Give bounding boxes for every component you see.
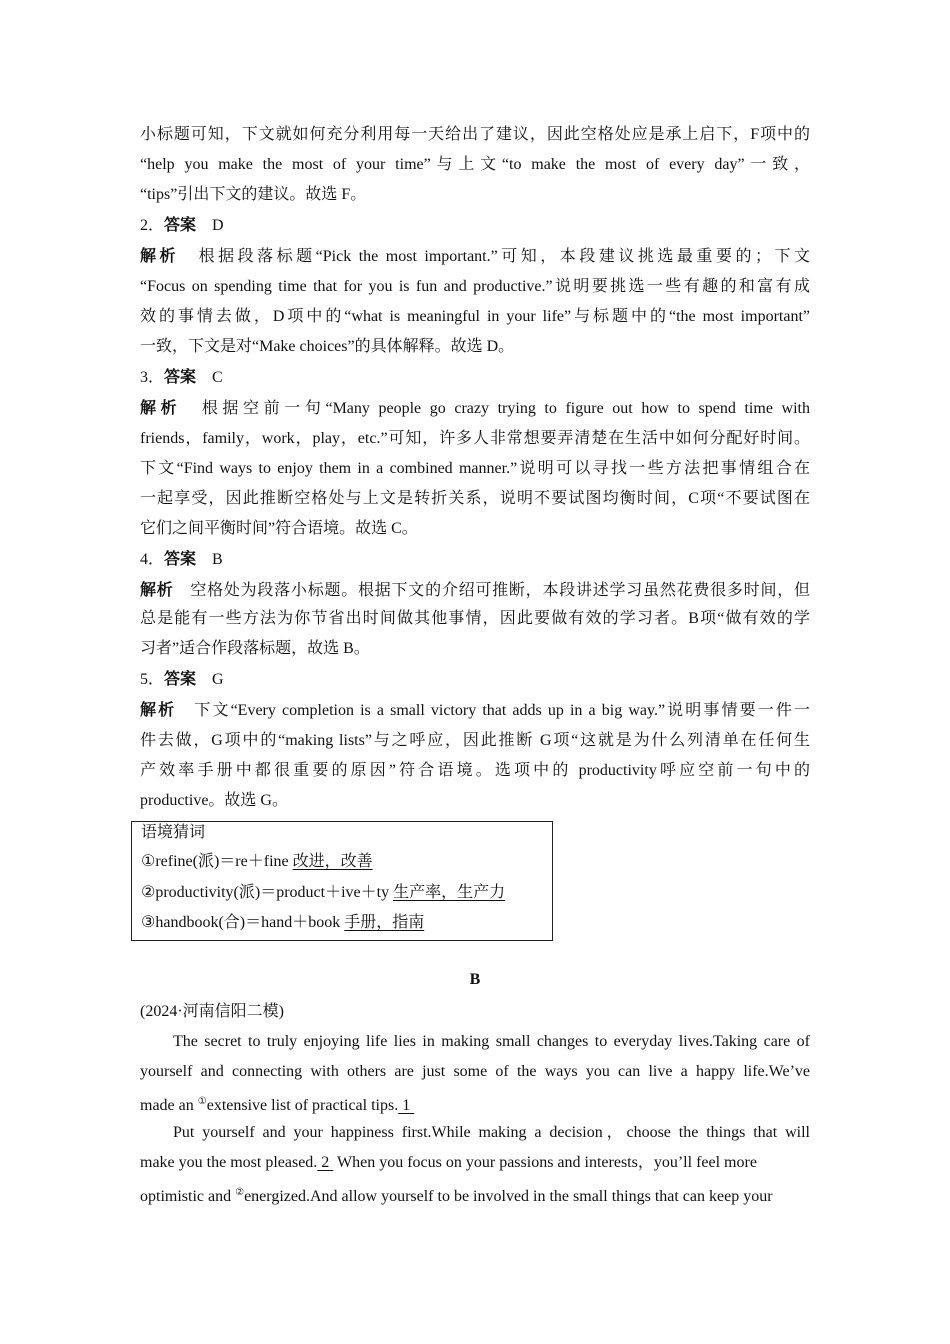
answer-label: 答案 <box>164 217 197 234</box>
vocab-formula: ②productivity(派)＝product＋ive＋ty <box>141 884 394 901</box>
vocab-formula: ①refine(派)＝re＋fine <box>141 853 293 870</box>
vocab-formula: ③handbook(合)＝hand＋book <box>141 914 345 931</box>
answer-label: 答案 <box>164 671 197 688</box>
analysis-line: “Focus on spending time that for you is fun and productive.”说明要挑选一些有趣的和富有成 <box>140 278 810 295</box>
footnote-mark: ② <box>235 1187 245 1198</box>
analysis-line: 一致，下文是对“Make choices”的具体解释。故选 D。 <box>140 338 515 355</box>
analysis-line: 产效率手册中都很重要的原因”符合语境。选项中的 productivity呼应空前一句中的 <box>140 762 810 779</box>
vocab-title: 语境猜词 <box>141 824 206 841</box>
passage-line <box>140 1152 810 1174</box>
vocab-meaning: 手册，指南 <box>344 914 425 931</box>
analysis-line: 件去做，G项中的“making lists”与之呼应，因此推断 G项“这就是为什么列清单在任何生 <box>140 732 810 749</box>
vocab-item <box>141 882 505 904</box>
analysis-label: 解析 <box>140 702 177 719</box>
analysis-line: 它们之间平衡时间”符合语境。故选 C。 <box>140 520 418 537</box>
answer-header: 5．答案 G <box>140 671 224 688</box>
analysis-line: friends，family，work，play，etc.”可知，许多人非常想要弄清楚在生活中如何分配好时间。 <box>140 430 810 447</box>
answer-label: 答案 <box>164 369 197 386</box>
vocab-item <box>141 912 424 934</box>
answer-header: 3．答案 C <box>140 369 223 386</box>
analysis-line: 解析 根据段落标题“Pick the most important.”可知，本段建议挑选最重要的；下文 <box>140 248 810 265</box>
answer-header: 2．答案 D <box>140 217 224 234</box>
passage-line: Put yourself and your happiness first.While making a decision，choose the things that will <box>173 1124 810 1141</box>
analysis-line: “help you make the most of your time”与上文“to make the most of every day”一致， <box>140 156 810 173</box>
passage-line <box>140 1091 810 1113</box>
blank-2[interactable]: 2 <box>317 1154 334 1171</box>
vocab-meaning: 改进，改善 <box>292 853 373 870</box>
passage-line: The secret to truly enjoying life lies in making small changes to everyday lives.Taking care of <box>173 1033 810 1050</box>
passage-text: energized.And allow yourself to be involved in the small things that can keep your <box>244 1188 773 1205</box>
passage-text: optimistic and <box>140 1188 236 1205</box>
footnote-mark: ① <box>197 1096 207 1107</box>
passage-line <box>140 1182 810 1204</box>
passage-line: yourself and connecting with others are just some of the ways you can live a happy life.We’ve <box>140 1063 810 1080</box>
passage-text: extensive list of practical tips. <box>206 1097 399 1114</box>
analysis-label: 解析 <box>140 248 180 265</box>
analysis-label: 解析 <box>140 582 174 599</box>
analysis-line: productive。故选 G。 <box>140 792 288 809</box>
source-line: (2024·河南信阳二模) <box>140 1003 284 1020</box>
passage-text: When you focus on your passions and interests，you’ll feel more <box>333 1154 757 1171</box>
answer-header: 4．答案 B <box>140 551 223 568</box>
blank-1[interactable]: 1 <box>398 1097 415 1114</box>
analysis-label: 解析 <box>140 400 182 417</box>
analysis-line: 解析 根据空前一句“Many people go crazy trying to figure out how to spend time with <box>140 400 810 417</box>
analysis-line: 一起享受，因此推断空格处与上文是转折关系，说明不要试图均衡时间，C项“不要试图在 <box>140 490 810 507</box>
analysis-line: “tips”引出下文的建议。故选 F。 <box>140 186 367 203</box>
analysis-line: 习者”适合作段落标题，故选 B。 <box>140 640 370 657</box>
analysis-line: 效的事情去做，D项中的“what is meaningful in your life”与标题中的“the most important” <box>140 308 810 325</box>
analysis-line: 下文“Find ways to enjoy them in a combined manner.”说明可以寻找一些方法把事情组合在 <box>140 460 810 477</box>
vocab-item <box>141 851 373 873</box>
analysis-line: 总是能有一些方法为你节省出时间做其他事情，因此要做有效的学习者。B项“做有效的学 <box>140 610 810 627</box>
section-label: B <box>469 971 481 988</box>
analysis-line: 小标题可知，下文就如何充分利用每一天给出了建议，因此空格处应是承上启下，F项中的 <box>140 126 810 143</box>
vocab-meaning: 生产率，生产力 <box>393 884 506 901</box>
answer-label: 答案 <box>164 551 197 568</box>
analysis-line: 解析 下文“Every completion is a small victory that adds up in a big way.”说明事情要一件一 <box>140 702 810 719</box>
passage-text: made an <box>140 1097 198 1114</box>
analysis-line: 解析 空格处为段落小标题。根据下文的介绍可推断，本段讲述学习虽然花费很多时间，但 <box>140 582 810 599</box>
vocab-box <box>131 821 553 941</box>
passage-text: make you the most pleased. <box>140 1154 318 1171</box>
